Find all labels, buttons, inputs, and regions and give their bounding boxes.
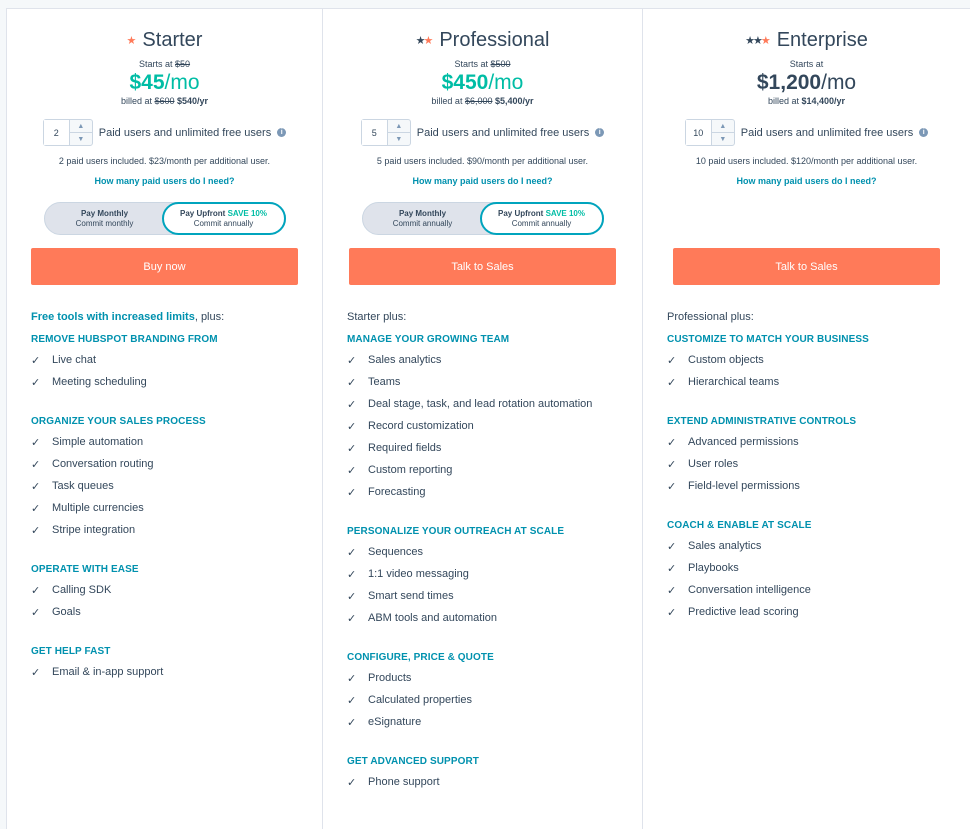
features-intro: Free tools with increased limits, plus: xyxy=(31,311,225,323)
chevron-down-icon[interactable]: ▼ xyxy=(388,132,410,145)
feature-group-title: PERSONALIZE YOUR OUTREACH AT SCALE xyxy=(347,526,565,537)
billed-at: billed at $14,400/yr xyxy=(767,96,846,106)
info-icon[interactable]: i xyxy=(595,128,604,137)
plan-price: $45/mo xyxy=(129,71,200,94)
feature-group xyxy=(31,416,298,541)
chevron-up-icon[interactable]: ▲ xyxy=(395,122,403,130)
starts-at: Starts at $500 xyxy=(454,59,511,69)
chevron-up-icon[interactable]: ▲ xyxy=(719,122,727,130)
feature-group-title: COACH & ENABLE AT SCALE xyxy=(667,520,812,531)
check-icon: ✓ xyxy=(347,442,357,455)
check-icon: ✓ xyxy=(347,464,357,477)
feature-group xyxy=(667,416,946,497)
included-users-text: 10 paid users included. $120/month per additional user. xyxy=(695,156,918,166)
feature-item: ✓ Simple automation xyxy=(31,436,144,449)
feature-item: ✓ Hierarchical teams xyxy=(667,376,780,389)
info-icon[interactable]: i xyxy=(919,128,928,137)
users-stepper[interactable] xyxy=(43,119,93,146)
users-label: Paid users and unlimited free users xyxy=(416,126,590,139)
old-price: $50 xyxy=(175,59,191,69)
plan-cta-button[interactable]: Buy now xyxy=(31,248,298,285)
pricing-plans xyxy=(6,8,970,829)
pay-monthly-option[interactable]: Pay Monthly Commit annually xyxy=(392,208,453,228)
feature-group xyxy=(31,334,298,393)
feature-item: ✓ Required fields xyxy=(347,442,442,455)
feature-item: ✓ Phone support xyxy=(347,776,440,789)
check-icon: ✓ xyxy=(31,502,41,515)
chevron-down-icon[interactable]: ▼ xyxy=(70,132,92,145)
check-icon: ✓ xyxy=(347,376,357,389)
users-label: Paid users and unlimited free users xyxy=(740,126,914,139)
chevron-up-icon[interactable]: ▲ xyxy=(77,122,85,130)
feature-item: ✓ Playbooks xyxy=(667,562,739,575)
feature-group xyxy=(347,526,618,629)
users-row xyxy=(643,119,970,146)
feature-list xyxy=(323,285,642,793)
check-icon: ✓ xyxy=(347,568,357,581)
feature-item: ✓ ABM tools and automation xyxy=(347,612,498,625)
feature-item: ✓ eSignature xyxy=(347,716,422,729)
check-icon: ✓ xyxy=(347,354,357,367)
check-icon: ✓ xyxy=(667,584,677,597)
included-users-text: 2 paid users included. $23/month per additional user. xyxy=(58,156,271,166)
feature-group-title: REMOVE HUBSPOT BRANDING FROM xyxy=(31,334,218,345)
feature-item: ✓ Stripe integration xyxy=(31,524,136,537)
feature-item: ✓ Deal stage, task, and lead rotation automation xyxy=(347,398,593,411)
feature-item: ✓ Conversation routing xyxy=(31,458,154,471)
users-row xyxy=(323,119,642,146)
check-icon: ✓ xyxy=(31,376,41,389)
check-icon: ✓ xyxy=(347,612,357,625)
check-icon: ✓ xyxy=(347,672,357,685)
feature-item: ✓ Custom objects xyxy=(667,354,764,367)
check-icon: ✓ xyxy=(31,666,41,679)
toggle-spacer xyxy=(643,186,970,235)
feature-item: ✓ Products xyxy=(347,672,412,685)
plan-title xyxy=(7,29,322,51)
star-icon: ★★ ★ xyxy=(745,34,769,47)
feature-item: ✓ Task queues xyxy=(31,480,114,493)
users-row xyxy=(7,119,322,146)
features-intro: Starter plus: xyxy=(347,311,407,323)
check-icon: ✓ xyxy=(31,354,41,367)
plan-name: Starter xyxy=(142,28,203,51)
users-value[interactable]: 2 xyxy=(44,120,70,145)
users-value[interactable]: 5 xyxy=(362,120,388,145)
plan-column-starter xyxy=(6,8,323,829)
check-icon: ✓ xyxy=(31,584,41,597)
feature-group xyxy=(347,756,618,793)
feature-item: ✓ Predictive lead scoring xyxy=(667,606,799,619)
plan-price: $1,200/mo xyxy=(756,71,857,94)
plan-name: Enterprise xyxy=(776,28,868,51)
features-intro: Professional plus: xyxy=(667,311,754,323)
feature-group-title: MANAGE YOUR GROWING TEAM xyxy=(347,334,510,345)
feature-item: ✓ Calculated properties xyxy=(347,694,472,707)
check-icon: ✓ xyxy=(667,354,677,367)
plan-name: Professional xyxy=(439,28,550,51)
feature-item: ✓ Live chat xyxy=(31,354,97,367)
check-icon: ✓ xyxy=(31,480,41,493)
check-icon: ✓ xyxy=(347,590,357,603)
pay-upfront-option[interactable]: Pay Upfront SAVE 10% Commit annually xyxy=(480,202,604,235)
feature-item: ✓ Email & in-app support xyxy=(31,666,164,679)
feature-group xyxy=(31,564,298,623)
check-icon: ✓ xyxy=(347,420,357,433)
info-icon[interactable]: i xyxy=(277,128,286,137)
feature-item: ✓ Sequences xyxy=(347,546,424,559)
feature-group-title: CUSTOMIZE TO MATCH YOUR BUSINESS xyxy=(667,334,869,345)
plan-title xyxy=(323,29,642,51)
plan-column-enterprise xyxy=(643,8,970,829)
check-icon: ✓ xyxy=(667,540,677,553)
check-icon: ✓ xyxy=(667,436,677,449)
plan-cta-button[interactable]: Talk to Sales xyxy=(349,248,616,285)
feature-item: ✓ User roles xyxy=(667,458,739,471)
feature-item: ✓ Conversation intelligence xyxy=(667,584,811,597)
check-icon: ✓ xyxy=(667,562,677,575)
feature-group-title: GET ADVANCED SUPPORT xyxy=(347,756,480,767)
check-icon: ✓ xyxy=(347,716,357,729)
check-icon: ✓ xyxy=(667,376,677,389)
pay-monthly-option[interactable]: Pay Monthly Commit monthly xyxy=(75,208,134,228)
feature-item: ✓ Sales analytics xyxy=(667,540,762,553)
feature-group xyxy=(347,652,618,733)
feature-group xyxy=(667,334,946,393)
check-icon: ✓ xyxy=(31,606,41,619)
check-icon: ✓ xyxy=(31,458,41,471)
billed-at: billed at $600 $540/yr xyxy=(120,96,209,106)
feature-group-title: OPERATE WITH EASE xyxy=(31,564,139,575)
feature-item: ✓ Calling SDK xyxy=(31,584,112,597)
feature-group-title: ORGANIZE YOUR SALES PROCESS xyxy=(31,416,206,427)
old-price: $500 xyxy=(490,59,511,69)
pay-upfront-option[interactable]: Pay Upfront SAVE 10% Commit annually xyxy=(162,202,286,235)
feature-group xyxy=(31,646,298,683)
chevron-down-icon[interactable]: ▼ xyxy=(712,132,734,145)
included-users-text: 5 paid users included. $90/month per additional user. xyxy=(376,156,589,166)
how-many-users-link[interactable]: How many paid users do I need? xyxy=(736,176,877,186)
feature-group-title: GET HELP FAST xyxy=(31,646,111,657)
billing-toggle xyxy=(323,202,642,235)
feature-item: ✓ Field-level permissions xyxy=(667,480,800,493)
users-stepper[interactable] xyxy=(361,119,411,146)
feature-item: ✓ Sales analytics xyxy=(347,354,442,367)
feature-item: ✓ Multiple currencies xyxy=(31,502,144,515)
old-billed: $600 xyxy=(154,96,175,106)
check-icon: ✓ xyxy=(347,398,357,411)
check-icon: ✓ xyxy=(347,546,357,559)
how-many-users-link[interactable]: How many paid users do I need? xyxy=(94,176,235,186)
feature-item: ✓ Teams xyxy=(347,376,401,389)
users-stepper[interactable] xyxy=(685,119,735,146)
plan-column-professional xyxy=(323,8,643,829)
feature-group-title: EXTEND ADMINISTRATIVE CONTROLS xyxy=(667,416,857,427)
check-icon: ✓ xyxy=(667,480,677,493)
starts-at: Starts at $50 xyxy=(138,59,191,69)
feature-item: ✓ 1:1 video messaging xyxy=(347,568,469,581)
check-icon: ✓ xyxy=(347,694,357,707)
users-value[interactable]: 10 xyxy=(686,120,712,145)
how-many-users-link[interactable]: How many paid users do I need? xyxy=(412,176,553,186)
feature-item: ✓ Smart send times xyxy=(347,590,454,603)
users-label: Paid users and unlimited free users xyxy=(98,126,272,139)
check-icon: ✓ xyxy=(347,486,357,499)
check-icon: ✓ xyxy=(667,606,677,619)
feature-group xyxy=(667,520,946,623)
feature-group xyxy=(347,334,618,503)
feature-group-title: CONFIGURE, PRICE & QUOTE xyxy=(347,652,494,663)
plan-price: $450/mo xyxy=(441,71,524,94)
feature-item: ✓ Goals xyxy=(31,606,81,619)
plan-cta-button[interactable]: Talk to Sales xyxy=(673,248,940,285)
check-icon: ✓ xyxy=(667,458,677,471)
check-icon: ✓ xyxy=(31,436,41,449)
check-icon: ✓ xyxy=(31,524,41,537)
billed-at: billed at $6,000 $5,400/yr xyxy=(431,96,534,106)
feature-list xyxy=(643,285,970,623)
plan-title xyxy=(643,29,970,51)
feature-item: ✓ Record customization xyxy=(347,420,474,433)
old-billed: $6,000 xyxy=(464,96,493,106)
feature-list xyxy=(7,285,322,683)
billing-toggle xyxy=(7,202,322,235)
feature-item: ✓ Forecasting xyxy=(347,486,426,499)
feature-item: ✓ Advanced permissions xyxy=(667,436,799,449)
starts-at: Starts at xyxy=(789,59,824,69)
star-icon: ★ xyxy=(126,34,135,47)
star-icon: ★ ★ xyxy=(415,34,432,47)
feature-item: ✓ Custom reporting xyxy=(347,464,453,477)
feature-item: ✓ Meeting scheduling xyxy=(31,376,147,389)
check-icon: ✓ xyxy=(347,776,357,789)
